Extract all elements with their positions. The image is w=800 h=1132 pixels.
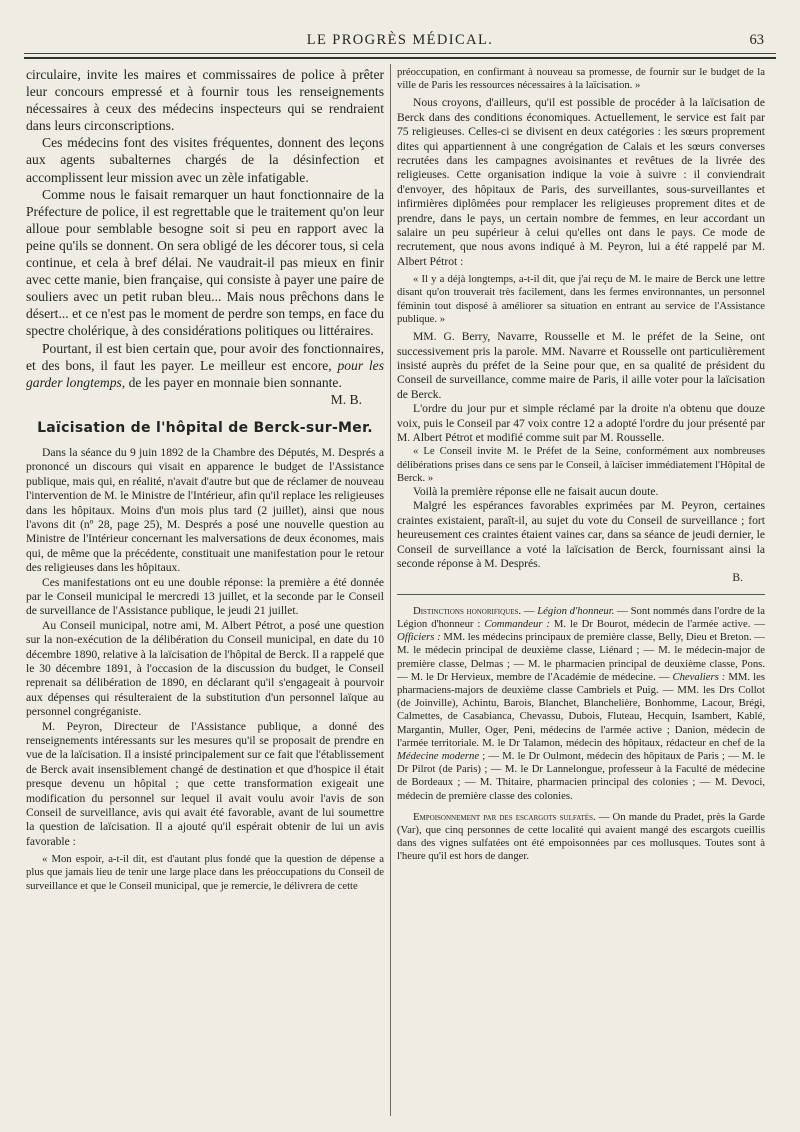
paragraph: circulaire, invite les maires et commissaires de police à prêter leur concours empressé et à fournir tous les renseignements nécessaires à ceux des médecins inspecteurs qui se rendraient dans leurs circonscriptions.	[26, 67, 384, 134]
text-run: — Sont nommés dans l'ordre de la Légion d'honneur :	[397, 604, 765, 630]
text-run: MM. les pharmaciens-majors de deuxième classe Cambriels et Puig. — MM. les Drs Collot (de Joinville), Achintu, Barois, Blanchet, Blanchelière, Bonhomme, Lacour, Brégi, Calmettes, de Casabianca, Chevassu, Dubois, Fluteau, Hecquin, Isambert, Kablé, Margantin, Muller, Oger, Peni, médecins de l'armée active ; Danion, médecin de l'armée territoriale. M. le Dr Talamon, médecin des hôpitaux, rédacteur en chef de la	[397, 670, 765, 749]
page-number: 63	[749, 32, 764, 48]
paragraph: Ces médecins font des visites fréquentes, donnent des leçons aux agents subalternes chargés de la désinfection et accomplissent leur mission avec un zèle infatigable.	[26, 135, 384, 185]
paragraph: Ces manifestations ont eu une double réponse: la première a été donnée par le Conseil municipal le mercredi 13 juillet, et la seconde par le Conseil de surveillance de l'Assistance publique, le jeudi 21 juillet.	[26, 575, 384, 618]
paragraph: M. Peyron, Directeur de l'Assistance publique, a donné des renseignements intéressants sur les mesures qu'il se proposait de prendre en vue de la laïcisation. Il a insisté principalement sur ce fait que l'établissement de Berck avait insensiblement changé de destination et que d'hospice il était presque devenu un hôpital ; que cette transformation exigeait une modification du personnel sur lequel il avait voulu avoir l'avis de son Conseil de surveillance, avis qui avait été favorable, avant de lui soumettre la question de laïcisation. Il a ajouté qu'il espérait obtenir de lui un avis favorable :	[26, 719, 384, 848]
text-run: Pourtant, il est bien certain que, pour avoir des fonctionnaires, et des bons, il faut les payer. Le meilleur est encore,	[26, 340, 384, 373]
emphasis: Officiers :	[397, 631, 441, 644]
emphasis: Commandeur :	[484, 618, 550, 630]
paragraph: Malgré les espérances favorables exprimées par M. Peyron, certaines craintes existaient, paraît-il, au sujet du vote du Conseil de surveillance ; fort heureusement ces craintes étaient vaines car, dans sa séance de jeudi dernier, le Conseil de surveillance a voté la laïcisation de Berck, fournissant ainsi la seconde réponse à M. Després.	[397, 499, 765, 570]
journal-title: LE PROGRÈS MÉDICAL.	[306, 32, 494, 48]
quotation-continued: préoccupation, en confirmant à nouveau sa promesse, de fournir sur le budget de la ville de Paris les ressources nécessaires à la laïcisation. »	[397, 66, 765, 92]
paragraph: Dans la séance du 9 juin 1892 de la Chambre des Députés, M. Després a prononcé un discours qui visait en apparence le budget de l'Assistance publique, mais qui, en réalité, n'avait d'autre but que de réclamer de nouveau l'intervention de M. le Ministre de l'Intérieur, afin qu'il replace les religieuses dans les hôpitaux. Moins d'un mois plus tard (2 juillet), ainsi que nous l'avons dit (nº 28, page 25), M. Després a posé une nouvelle question au Ministre de l'Intérieur concernant les malversations de deux économes, mais qui, de même que la précédente, constituait une manifestation pour le retour des religieuses dans les hôpitaux.	[26, 445, 384, 575]
quotation: « Mon espoir, a-t-il dit, est d'autant plus fondé que la question de dépense a plus que jamais lieu de tenir une large place dans les préoccupations du Conseil de surveillance et que le Conseil municipal, que je remercie, le délivrera de cette	[26, 853, 384, 892]
article-title: Laïcisation de l'hôpital de Berck-sur-Mer.	[37, 419, 373, 436]
paragraph: MM. G. Berry, Navarre, Rousselle et M. le préfet de la Seine, ont successivement pris la parole. MM. Navarre et Rousselle ont particulièrement insisté auprès du préfet de la Seine pour que, en sa qualité de président du Conseil de surveillance, comme maire de Paris, il aille voter pour la laïcisation de Berck.	[397, 330, 765, 401]
paragraph: Nous croyons, d'ailleurs, qu'il est possible de procéder à la laïcisation de Berck dans des conditions économiques. Actuellement, le service est fait par 75 religieuses. Celles-ci se divisent en deux catégories : les sœurs proprement dites qui appartiennent à une congrégation de Calais et les sœurs converses recrutées dans les campagnes avoisinantes et revêtues de la livrée des religieuses. Cette organisation indique la voie à suivre : il conviendrait d'envoyer, des hôpitaux de Paris, des surveillantes, sous-surveillantes et infirmières diplômées pour remplacer les religieuses proprement dites et de prendre, dans le pays, un certain nombre de femmes, en leur accordant un salaire un peu supérieur à celui qu'elles ont dans le pays. Ce mode de recrutement, que nous avons indiqué à M. Peyron, lui a été rappelé par M. Albert Pétrot :	[397, 96, 765, 268]
paragraph: Voilà la première réponse elle ne faisait aucun doute.	[413, 484, 659, 498]
text-run: de les payer en monnaie bien sonnante.	[125, 374, 342, 390]
text-run: — On mande du Pradet, près la Garde (Var), que cinq personnes de cette localité qui avaient mangé des escargots cueillis dans des vignes sulfatées ont été empoisonnées par ces mollusques. Toutes sont à l'heure qu'il est hors de danger.	[397, 810, 765, 863]
text-run: M. le Dr Bourot, médecin de l'armée active. —	[549, 618, 765, 630]
header-rule-thin	[24, 53, 776, 54]
right-column	[397, 66, 765, 1118]
left-column	[26, 66, 384, 1118]
emphasis: Médecine moderne	[397, 750, 480, 763]
quotation: « Le Conseil invite M. le Préfet de la Seine, conformément aux nombreuses délibérations prises dans ce sens par le Conseil, à laïciser immédiatement l'Hôpital de Berck. »	[397, 445, 765, 484]
paragraph	[26, 340, 384, 391]
news-heading: Empoisonnement par des escargots sulfatés.	[413, 810, 596, 823]
text-run: —	[521, 604, 538, 617]
author-signature: M. B.	[330, 391, 362, 407]
emphasis: pour les garder longtemps,	[26, 357, 384, 390]
column-divider	[390, 64, 391, 1116]
text-run: ; — M. le Dr Oulmont, médecin des hôpitaux de Paris ; — M. le Dr Pilrot (de Paris) ; — M. le Dr Lannelongue, professeur à la Faculté de médecine de Bordeaux ; — M. Thitaire, pharmacien principal des colonies ; — M. Devoci, médecin de première classe des colonies.	[397, 750, 765, 802]
author-signature: B.	[732, 571, 743, 585]
news-heading: Distinctions honorifiques.	[413, 604, 522, 617]
emphasis: Chevaliers :	[672, 670, 726, 683]
news-item-poisoning	[397, 811, 765, 864]
header-rule-thick	[24, 57, 776, 59]
emphasis: Légion d'honneur.	[537, 604, 615, 617]
quotation: « Il y a déjà longtemps, a-t-il dit, que j'ai reçu de M. le maire de Berck une lettre disant qu'on trouverait très facilement, dans les fermes environnantes, un personnel féminin tout disposé à améliorer sa situation en entrant au service de l'Assistance publique. »	[397, 273, 765, 325]
news-item-distinctions	[397, 605, 765, 803]
running-header	[30, 30, 770, 54]
paragraph: Comme nous le faisait remarquer un haut fonctionnaire de la Préfecture de police, il est regrettable que le traitement qu'on leur alloue pour semblable besogne soit si peu en rapport avec la peine qu'ils se donnent. On sera obligé de les décorer tous, si cela continue, et cela à bref délai. Ne vaudrait-il pas mieux en finir avec cette manie, bien française, qui consiste à payer une paire de souliers avec un petit ruban bleu... Mais nous prêchons dans le désert... et ce n'est pas le moment de perdre son temps, en face du spectre cholérique, à des considérations politiques ou littéraires.	[26, 186, 384, 339]
news-separator-rule	[397, 594, 765, 595]
text-run: MM. les médecins principaux de première classe, Belly, Dieu et Breton. — M. le médecin principal de deuxième classe, Liénard ; — M. le médecin-major de première classe, Delmas ; — M. le pharmacien principal de deuxième classe, Pons. — M. le Dr Hervieux, membre de l'Académie de médecine. —	[397, 631, 765, 683]
paragraph: Au Conseil municipal, notre ami, M. Albert Pétrot, a posé une question sur la non-exécution de la délibération du Conseil municipal, en date du 10 décembre 1890, relative à la laïcisation de l'hôpital de Berck. Il a rappelé que le 30 décembre 1891, à l'occasion de la discussion du budget, le Conseil reprenait sa délibération de 1890, en déclarant qu'il s'engageait à pourvoir aux dépenses qui résulteraient de la substitution d'un personnel laïque au personnel congréganiste.	[26, 618, 384, 719]
paragraph: L'ordre du jour pur et simple réclamé par la droite n'a obtenu que douze voix, puis le Conseil par 47 voix contre 12 a adopté l'ordre du jour présenté par M. Albert Pétrot et modifié comme suit par M. Rousselle.	[397, 402, 765, 444]
